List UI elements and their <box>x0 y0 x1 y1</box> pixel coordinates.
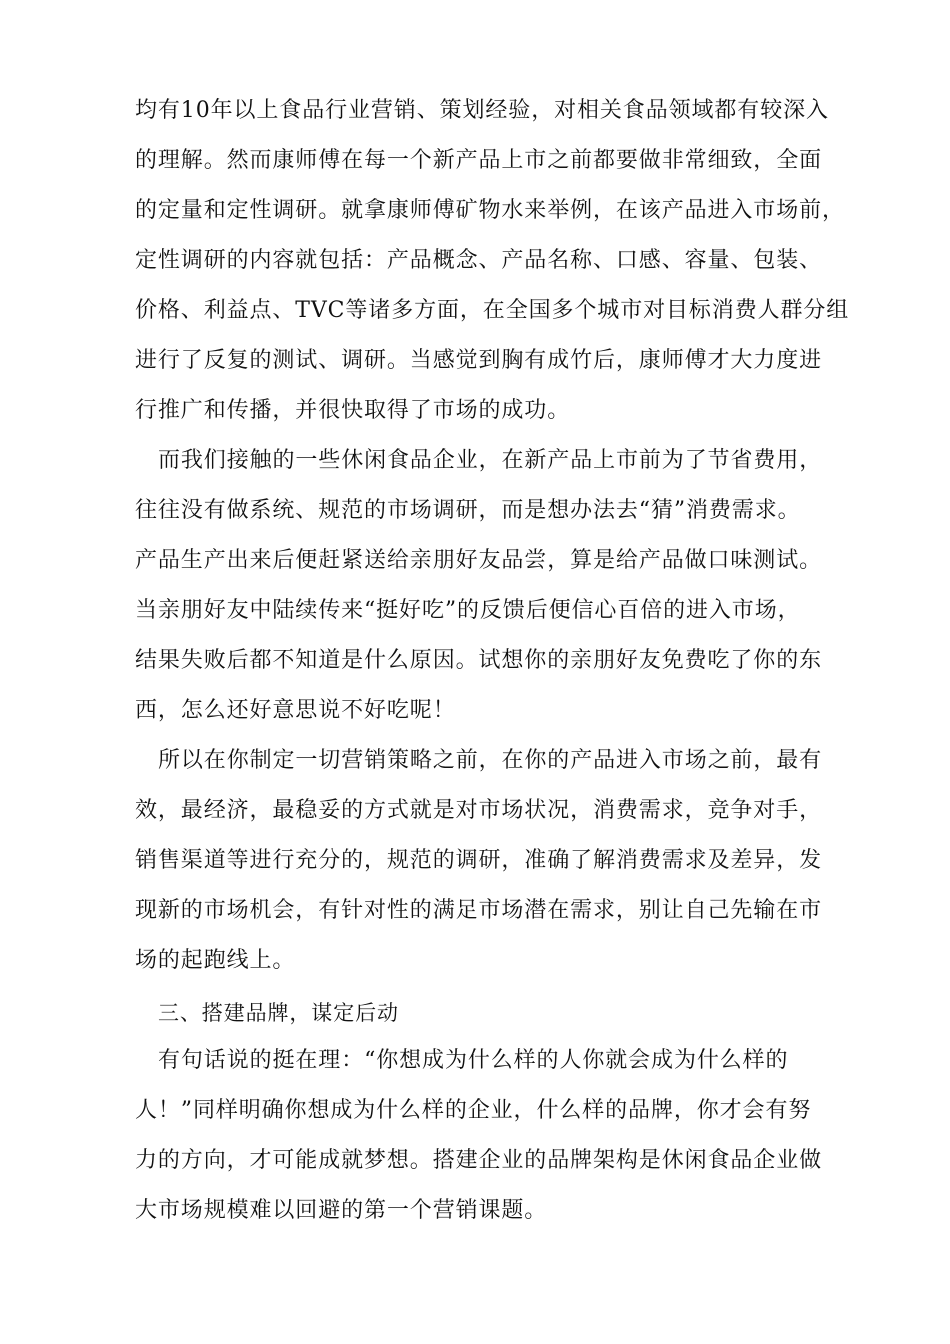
paragraph-line: 西，怎么还好意思说不好吃呢！ <box>135 698 456 723</box>
paragraph-line: 往往没有做系统、规范的市场调研，而是想办法去“猜”消费需求。 <box>135 498 801 523</box>
paragraph-line: 大市场规模难以回避的第一个营销课题。 <box>135 1198 548 1223</box>
paragraph-line: 销售渠道等进行充分的，规范的调研，准确了解消费需求及差异，发 <box>135 848 823 873</box>
paragraph-line: 产品生产出来后便赶紧送给亲朋好友品尝，算是给产品做口味测试。 <box>135 548 823 573</box>
paragraph-line: 效，最经济，最稳妥的方式就是对市场状况，消费需求，竞争对手， <box>135 798 823 823</box>
paragraph-line: 结果失败后都不知道是什么原因。试想你的亲朋好友免费吃了你的东 <box>135 648 823 673</box>
paragraph-line: 有句话说的挺在理：“你想成为什么样的人你就会成为什么样的 <box>158 1048 789 1073</box>
paragraph-line: 场的起跑线上。 <box>135 948 296 973</box>
paragraph-line: 定性调研的内容就包括：产品概念、产品名称、口感、容量、包装、 <box>135 248 823 273</box>
paragraph-line: 当亲朋好友中陆续传来“挺好吃”的反馈后便信心百倍的进入市场， <box>135 598 801 623</box>
section-heading: 三、搭建品牌，谋定后动 <box>158 1001 399 1025</box>
paragraph-line: 而我们接触的一些休闲食品企业，在新产品上市前为了节省费用， <box>158 448 823 473</box>
paragraph-line: 行推广和传播，并很快取得了市场的成功。 <box>135 398 571 423</box>
paragraph-line: 的定量和定性调研。就拿康师傅矿物水来举例，在该产品进入市场前， <box>135 198 845 223</box>
paragraph-line: 价格、利益点、TVC等诸多方面，在全国多个城市对目标消费人群分组 <box>135 298 850 323</box>
paragraph-line: 人！”同样明确你想成为什么样的企业，什么样的品牌，你才会有努 <box>135 1098 812 1123</box>
paragraph-line: 所以在你制定一切营销策略之前，在你的产品进入市场之前，最有 <box>158 748 823 773</box>
paragraph-line: 的理解。然而康师傅在每一个新产品上市之前都要做非常细致，全面 <box>135 148 823 173</box>
paragraph-line: 均有10年以上食品行业营销、策划经验，对相关食品领域都有较深入 <box>135 98 829 123</box>
paragraph-line: 现新的市场机会，有针对性的满足市场潜在需求，别让自己先输在市 <box>135 898 823 923</box>
paragraph-line: 力的方向，才可能成就梦想。搭建企业的品牌架构是休闲食品企业做 <box>135 1148 823 1173</box>
paragraph-line: 进行了反复的测试、调研。当感觉到胸有成竹后，康师傅才大力度进 <box>135 348 823 373</box>
